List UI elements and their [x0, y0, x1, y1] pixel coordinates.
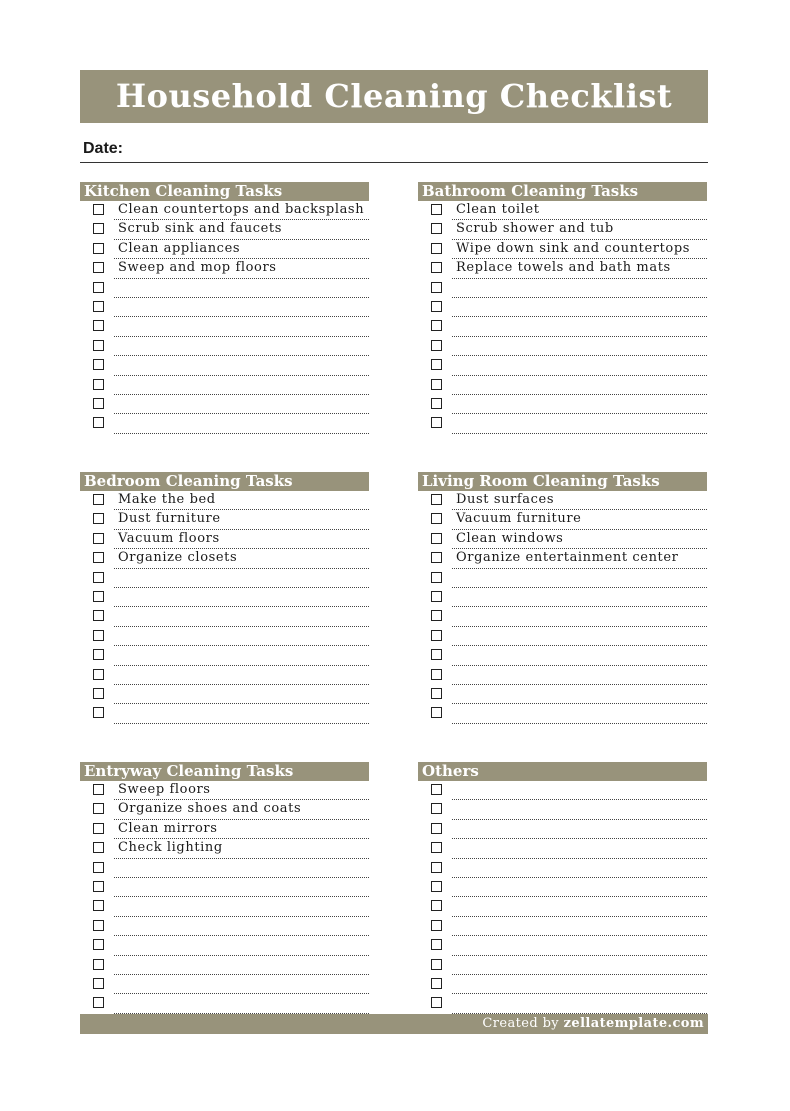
- checkbox-icon[interactable]: [93, 223, 104, 234]
- section-header: Living Room Cleaning Tasks: [418, 472, 707, 491]
- checkbox-icon[interactable]: [93, 379, 104, 390]
- checkbox-icon[interactable]: [93, 959, 104, 970]
- task-text: Dust furniture: [118, 511, 221, 527]
- checkbox-icon[interactable]: [93, 669, 104, 680]
- checklist-row: [418, 685, 707, 704]
- checklist-row: [80, 685, 369, 704]
- section-bathroom: [418, 182, 707, 434]
- section-bedroom: [80, 472, 369, 724]
- section-header: Others: [418, 762, 707, 781]
- write-line[interactable]: [452, 723, 707, 724]
- checklist-row: [80, 956, 369, 975]
- checkbox-icon[interactable]: [93, 204, 104, 215]
- checkbox-icon[interactable]: [93, 997, 104, 1008]
- checklist-row: [418, 395, 707, 414]
- checkbox-icon[interactable]: [431, 282, 442, 293]
- checkbox-icon[interactable]: [431, 862, 442, 873]
- page-title: Household Cleaning Checklist: [80, 70, 708, 123]
- checklist-row: [418, 317, 707, 336]
- task-text: Scrub shower and tub: [456, 221, 614, 237]
- checkbox-icon[interactable]: [93, 320, 104, 331]
- section-header: Entryway Cleaning Tasks: [80, 762, 369, 781]
- task-text: Clean toilet: [456, 202, 540, 217]
- checkbox-icon[interactable]: [93, 513, 104, 524]
- checklist-row: [80, 994, 369, 1013]
- checkbox-icon[interactable]: [431, 379, 442, 390]
- checkbox-icon[interactable]: [431, 243, 442, 254]
- task-text: Vacuum floors: [118, 530, 220, 546]
- checkbox-icon[interactable]: [431, 223, 442, 234]
- checkbox-icon[interactable]: [93, 688, 104, 699]
- checklist-row: [418, 666, 707, 685]
- checkbox-icon[interactable]: [93, 301, 104, 312]
- checklist-row: [418, 414, 707, 433]
- checkbox-icon[interactable]: [431, 669, 442, 680]
- task-text: Clean appliances: [118, 240, 241, 256]
- checkbox-icon[interactable]: [431, 803, 442, 814]
- checkbox-icon[interactable]: [431, 340, 442, 351]
- checkbox-icon[interactable]: [93, 707, 104, 718]
- task-text: Replace towels and bath mats: [456, 260, 671, 276]
- task-text: Wipe down sink and countertops: [456, 240, 691, 256]
- checklist-row: [418, 646, 707, 665]
- checkbox-icon[interactable]: [431, 552, 442, 563]
- checkbox-icon[interactable]: [93, 494, 104, 505]
- checkbox-icon[interactable]: [431, 262, 442, 273]
- footer-prefix: Created by: [482, 1016, 560, 1031]
- checkbox-icon[interactable]: [431, 533, 442, 544]
- checkbox-icon[interactable]: [431, 513, 442, 524]
- checkbox-icon[interactable]: [93, 572, 104, 583]
- checkbox-icon[interactable]: [431, 320, 442, 331]
- checklist-row: [80, 936, 369, 955]
- section-header: Bathroom Cleaning Tasks: [418, 182, 707, 201]
- checklist-row: [418, 800, 707, 819]
- checkbox-icon[interactable]: [431, 417, 442, 428]
- checklist-row: [418, 897, 707, 916]
- checklist-row: [418, 201, 707, 220]
- checkbox-icon[interactable]: [431, 707, 442, 718]
- checklist-row: [80, 859, 369, 878]
- checklist-row: [418, 704, 707, 723]
- checkbox-icon[interactable]: [93, 649, 104, 660]
- checklist-row: [418, 936, 707, 955]
- section-others: [418, 762, 707, 1014]
- checkbox-icon[interactable]: [431, 959, 442, 970]
- checklist-row: [80, 704, 369, 723]
- checklist-row: [418, 975, 707, 994]
- task-text: Organize shoes and coats: [118, 801, 302, 817]
- checklist-row: [80, 279, 369, 298]
- checkbox-icon[interactable]: [431, 688, 442, 699]
- checkbox-icon[interactable]: [93, 784, 104, 795]
- task-text: Organize entertainment center: [456, 550, 679, 566]
- checkbox-icon[interactable]: [431, 920, 442, 931]
- checkbox-icon[interactable]: [93, 862, 104, 873]
- checkbox-icon[interactable]: [431, 978, 442, 989]
- checklist-row: [80, 414, 369, 433]
- checklist-row: [80, 298, 369, 317]
- checkbox-icon[interactable]: [431, 398, 442, 409]
- task-text: Sweep floors: [118, 782, 211, 797]
- checkbox-icon[interactable]: [93, 533, 104, 544]
- checkbox-icon[interactable]: [93, 803, 104, 814]
- checklist-row: [418, 337, 707, 356]
- checkbox-icon[interactable]: [93, 340, 104, 351]
- checklist-row: [80, 376, 369, 395]
- task-text: Clean windows: [456, 530, 564, 546]
- checklist-row: [418, 859, 707, 878]
- checklist-row: [80, 607, 369, 626]
- checklist-row: [80, 800, 369, 819]
- checklist-row: [80, 240, 369, 259]
- checkbox-icon[interactable]: [431, 997, 442, 1008]
- checkbox-icon[interactable]: [93, 591, 104, 602]
- task-text: Sweep and mop floors: [118, 260, 277, 276]
- write-line[interactable]: [452, 433, 707, 434]
- checklist-row: [80, 510, 369, 529]
- checkbox-icon[interactable]: [93, 417, 104, 428]
- checklist-row: [418, 356, 707, 375]
- task-text: Scrub sink and faucets: [118, 221, 283, 237]
- checklist-row: [80, 530, 369, 549]
- checklist-row: [80, 897, 369, 916]
- section-living-room: [418, 472, 707, 724]
- checkbox-icon[interactable]: [431, 823, 442, 834]
- checklist-row: [80, 259, 369, 278]
- checklist-row: [418, 491, 707, 510]
- task-text: Clean mirrors: [118, 820, 218, 836]
- checklist-row: [418, 956, 707, 975]
- write-line[interactable]: [114, 433, 369, 434]
- footer-credit: [482, 1016, 708, 1031]
- checklist-row: [418, 279, 707, 298]
- footer-site: zellatemplate.com: [563, 1016, 704, 1031]
- checklist-row: [80, 201, 369, 220]
- date-field[interactable]: [80, 138, 708, 163]
- checklist-row: [418, 878, 707, 897]
- checkbox-icon[interactable]: [93, 282, 104, 293]
- task-text: Organize closets: [118, 550, 238, 566]
- checklist-row: [418, 530, 707, 549]
- checkbox-icon[interactable]: [431, 900, 442, 911]
- checkbox-icon[interactable]: [93, 920, 104, 931]
- checkbox-icon[interactable]: [431, 610, 442, 621]
- checklist-row: [80, 839, 369, 858]
- checkbox-icon[interactable]: [93, 552, 104, 563]
- checkbox-icon[interactable]: [431, 572, 442, 583]
- task-text: Vacuum furniture: [456, 511, 582, 527]
- checklist-row: [418, 917, 707, 936]
- checkbox-icon[interactable]: [431, 939, 442, 950]
- checklist-row: [80, 666, 369, 685]
- checkbox-icon[interactable]: [93, 630, 104, 641]
- section-kitchen: [80, 182, 369, 434]
- checkbox-icon[interactable]: [93, 610, 104, 621]
- checklist-row: [80, 356, 369, 375]
- checklist-row: [418, 569, 707, 588]
- checkbox-icon[interactable]: [93, 978, 104, 989]
- write-line[interactable]: [114, 723, 369, 724]
- checkbox-icon[interactable]: [93, 398, 104, 409]
- checkbox-icon[interactable]: [431, 301, 442, 312]
- checkbox-icon[interactable]: [431, 494, 442, 505]
- checkbox-icon[interactable]: [431, 784, 442, 795]
- checkbox-icon[interactable]: [93, 262, 104, 273]
- checklist-row: [418, 588, 707, 607]
- checkbox-icon[interactable]: [93, 939, 104, 950]
- checkbox-icon[interactable]: [431, 842, 442, 853]
- checklist-row: [80, 781, 369, 800]
- section-header: Kitchen Cleaning Tasks: [80, 182, 369, 201]
- checklist-row: [80, 220, 369, 239]
- checklist-row: [418, 298, 707, 317]
- checkbox-icon[interactable]: [93, 842, 104, 853]
- checklist-row: [80, 820, 369, 839]
- checklist-row: [418, 510, 707, 529]
- checkbox-icon[interactable]: [431, 204, 442, 215]
- checkbox-icon[interactable]: [93, 243, 104, 254]
- checkbox-icon[interactable]: [93, 881, 104, 892]
- checklist-row: [80, 569, 369, 588]
- checklist-row: [80, 317, 369, 336]
- checklist-row: [418, 994, 707, 1013]
- checklist-row: [418, 839, 707, 858]
- task-text: Make the bed: [118, 492, 216, 507]
- date-label: Date:: [83, 140, 124, 157]
- checkbox-icon[interactable]: [93, 359, 104, 370]
- checkbox-icon[interactable]: [431, 881, 442, 892]
- checkbox-icon[interactable]: [431, 649, 442, 660]
- checklist-row: [80, 975, 369, 994]
- checklist-row: [80, 646, 369, 665]
- checklist-row: [80, 878, 369, 897]
- checkbox-icon[interactable]: [431, 359, 442, 370]
- checklist-row: [418, 820, 707, 839]
- checklist-row: [80, 627, 369, 646]
- checklist-row: [418, 549, 707, 568]
- checklist-row: [80, 491, 369, 510]
- checklist-row: [418, 240, 707, 259]
- checklist-row: [418, 607, 707, 626]
- checklist-row: [418, 220, 707, 239]
- checkbox-icon[interactable]: [431, 630, 442, 641]
- checkbox-icon[interactable]: [93, 823, 104, 834]
- task-text: Check lighting: [118, 840, 223, 856]
- checklist-row: [80, 337, 369, 356]
- checklist-row: [418, 627, 707, 646]
- checklist-row: [80, 588, 369, 607]
- task-text: Clean countertops and backsplash: [118, 202, 365, 217]
- checklist-row: [418, 781, 707, 800]
- checklist-row: [418, 259, 707, 278]
- checklist-row: [418, 376, 707, 395]
- checklist-row: [80, 917, 369, 936]
- section-header: Bedroom Cleaning Tasks: [80, 472, 369, 491]
- checkbox-icon[interactable]: [431, 591, 442, 602]
- checkbox-icon[interactable]: [93, 900, 104, 911]
- footer: [80, 1014, 708, 1034]
- checklist-row: [80, 395, 369, 414]
- task-text: Dust surfaces: [456, 492, 555, 507]
- checklist-row: [80, 549, 369, 568]
- section-entryway: [80, 762, 369, 1014]
